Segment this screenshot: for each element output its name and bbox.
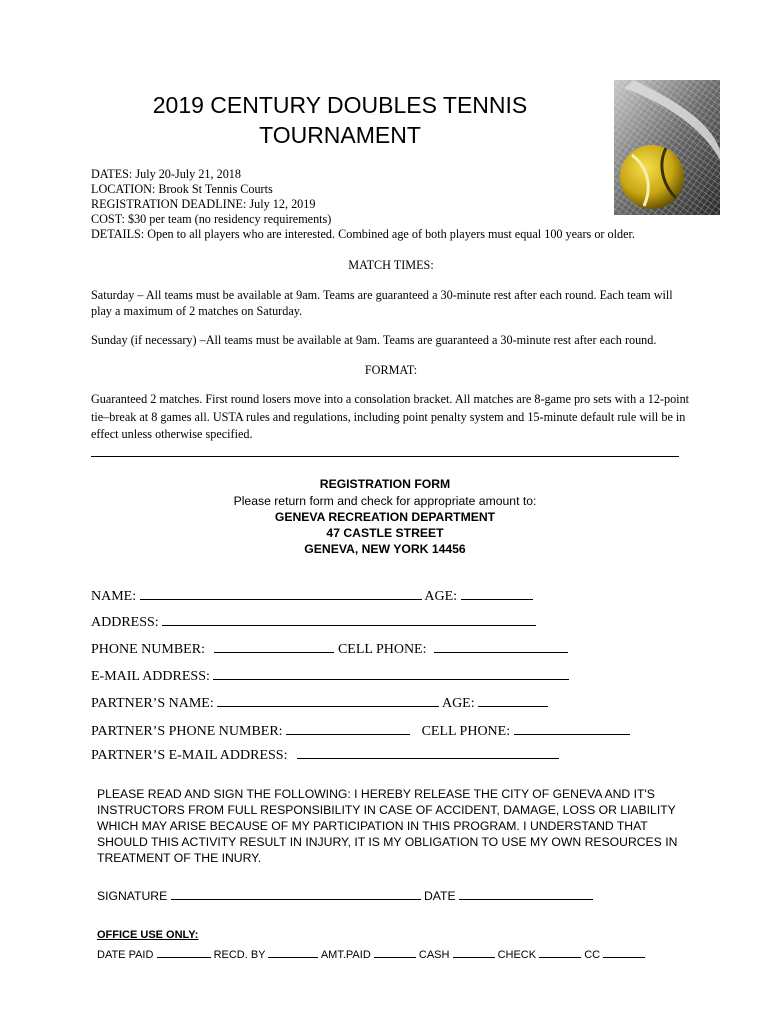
cash-field[interactable]: [453, 948, 495, 958]
registration-org: GENEVA RECREATION DEPARTMENT: [274, 510, 496, 524]
signature-label: SIGNATURE: [97, 889, 168, 903]
email-row: [91, 666, 569, 685]
match-times-heading: MATCH TIMES:: [348, 258, 434, 272]
partner-name-label: PARTNER’S NAME:: [91, 696, 214, 711]
date-field[interactable]: [459, 888, 593, 900]
email-label: E-MAIL ADDRESS:: [91, 669, 210, 684]
office-use-row: [97, 948, 645, 961]
partner-cell-field[interactable]: [514, 721, 630, 735]
registration-instruction: Please return form and check for appropriate amount to:: [233, 494, 537, 508]
match-times-saturday: Saturday – All teams must be available at 9am. Teams are guaranteed a 30-minute rest after each round. Each team will play a maximum of 2 matches on Saturday.: [91, 288, 673, 318]
check-field[interactable]: [539, 948, 581, 958]
format-text: Guaranteed 2 matches. First round losers move into a consolation bracket. All matches are 8-game pro sets with a 12-point tie–break at 8 games all. USTA rules and regulations, including point penalty system and 15-minute default rule will be in effect unless otherwise specified.: [91, 392, 690, 441]
address-field[interactable]: [162, 612, 536, 626]
signature-field[interactable]: [171, 888, 421, 900]
info-details: DETAILS: Open to all players who are interested. Combined age of both players must equal 100 years or older.: [91, 227, 635, 241]
check-label: CHECK: [497, 949, 537, 961]
partner-email-label: PARTNER’S E-MAIL ADDRESS:: [91, 748, 288, 763]
phone-row: [91, 639, 568, 658]
registration-city: GENEVA, NEW YORK 14456: [304, 542, 466, 556]
date-label: DATE: [423, 889, 456, 903]
partner-age-label: AGE:: [441, 696, 475, 711]
name-label: NAME:: [91, 589, 137, 604]
registration-heading: REGISTRATION FORM: [319, 477, 451, 491]
phone-field[interactable]: [214, 639, 334, 653]
registration-street: 47 CASTLE STREET: [326, 526, 444, 540]
partner-phone-field[interactable]: [286, 721, 410, 735]
recd-by-label: RECD. BY: [213, 949, 266, 961]
partner-email-row: [91, 745, 559, 764]
cell-label: CELL PHONE:: [337, 642, 427, 657]
partner-name-row: [91, 693, 548, 712]
info-deadline: REGISTRATION DEADLINE: July 12, 2019: [91, 197, 316, 211]
name-field[interactable]: [140, 586, 422, 600]
recd-by-field[interactable]: [268, 948, 318, 958]
age-label: AGE:: [424, 589, 458, 604]
match-times-sunday: Sunday (if necessary) –All teams must be available at 9am. Teams are guaranteed a 30-minute rest after each round.: [91, 333, 657, 347]
info-cost: COST: $30 per team (no residency requirements): [91, 212, 332, 226]
name-row: [91, 586, 533, 605]
partner-cell-label: CELL PHONE:: [421, 724, 511, 739]
amt-paid-field[interactable]: [374, 948, 416, 958]
address-label: ADDRESS:: [91, 615, 159, 630]
signature-row: [97, 888, 593, 904]
address-row: [91, 612, 536, 631]
divider-line: [91, 456, 679, 457]
partner-name-field[interactable]: [217, 693, 439, 707]
partner-phone-label: PARTNER’S PHONE NUMBER:: [91, 724, 283, 739]
info-dates: DATES: July 20-July 21, 2018: [91, 167, 241, 181]
partner-age-field[interactable]: [478, 693, 548, 707]
page-title: [90, 90, 590, 150]
cell-field[interactable]: [434, 639, 568, 653]
title-line-1: 2019 CENTURY DOUBLES TENNIS: [152, 92, 528, 118]
office-use-heading: OFFICE USE ONLY:: [97, 929, 199, 941]
title-line-2: TOURNAMENT: [259, 122, 421, 148]
cash-label: CASH: [418, 949, 450, 961]
partner-phone-row: [91, 721, 630, 740]
cc-field[interactable]: [603, 948, 645, 958]
info-location: LOCATION: Brook St Tennis Courts: [91, 182, 273, 196]
release-statement: PLEASE READ AND SIGN THE FOLLOWING: I HEREBY RELEASE THE CITY OF GENEVA AND IT'S INSTRUCTORS FROM FULL RESPONSIBILITY IN CASE OF ACCIDENT, DAMAGE, LOSS OR LIABILITY WHICH MAY ARISE BECAUSE OF MY PARTICIPATION IN THIS PROGRAM. I UNDERSTAND THAT SHOULD THIS ACTIVITY RESULT IN INJURY, IT IS MY OBLIGATION TO USE MY OWN RESOURCES IN TREATMENT OF THE INURY.: [97, 787, 678, 865]
format-heading: FORMAT:: [364, 363, 418, 377]
age-field[interactable]: [461, 586, 533, 600]
partner-email-field[interactable]: [297, 745, 559, 759]
phone-label: PHONE NUMBER:: [91, 642, 205, 657]
cc-label: CC: [584, 949, 601, 961]
email-field[interactable]: [213, 666, 569, 680]
amt-paid-label: AMT.PAID: [320, 949, 371, 961]
date-paid-field[interactable]: [157, 948, 211, 958]
date-paid-label: DATE PAID: [97, 949, 154, 961]
